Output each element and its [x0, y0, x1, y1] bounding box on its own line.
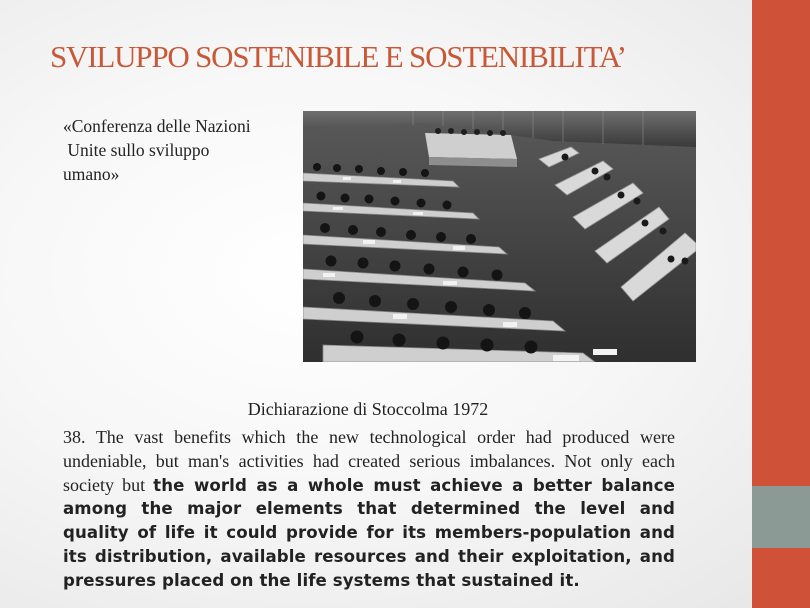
caption-line: Unite sullo sviluppo [63, 140, 210, 160]
side-accent-bar-bottom [752, 548, 810, 608]
excerpt-bold-text: the world as a whole must achieve a better balance among the major elements that determined the level and quality of life it could provide for its members-population and its distribution, available resources and their exploitation, and pressures placed on the life systems that sustained it. [63, 475, 675, 590]
photo-caption [63, 114, 288, 186]
side-accent-bar-middle [752, 486, 810, 548]
declaration-excerpt [63, 426, 675, 593]
caption-line: umano» [63, 164, 120, 184]
caption-line: «Conferenza delle Nazioni [63, 116, 251, 136]
conference-hall-photo [303, 111, 696, 362]
declaration-subtitle: Dichiarazione di Stoccolma 1972 [247, 399, 489, 419]
excerpt-plain-text: 38. The vast benefits which the new technological order had produced were undeniable, but man's activities had created serious imbalances. Not only each society but [63, 427, 675, 495]
slide-title: SVILUPPO SOSTENIBILE E SOSTENIBILITA’ [50, 39, 626, 74]
side-accent-bar-top [752, 0, 810, 486]
